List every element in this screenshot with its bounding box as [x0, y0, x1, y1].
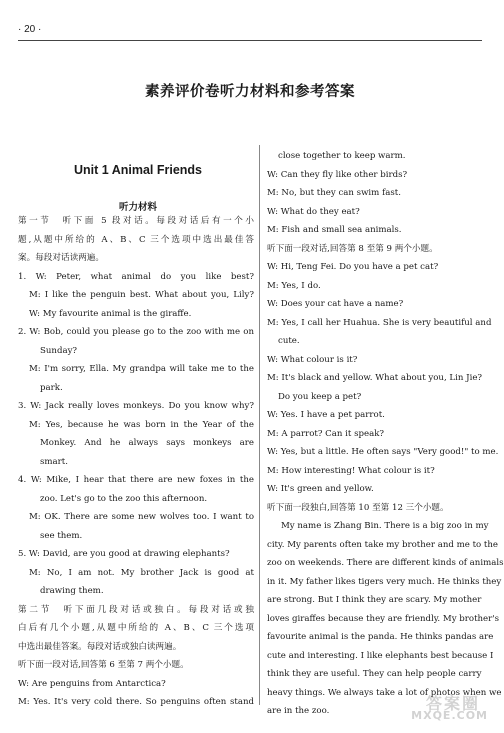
text-line: M: Yes, I do.	[267, 280, 321, 291]
text-line: are in the zoo.	[267, 706, 330, 716]
text-line: M: OK. There are some new wolves too. I want to	[29, 512, 254, 522]
text-line: Do you keep a pet?	[278, 391, 362, 402]
column-divider	[259, 145, 260, 705]
watermark-text: 答案圈	[425, 694, 480, 713]
text-line: W: It's green and yellow.	[267, 484, 374, 494]
text-line: M: How interesting! What colour is it?	[267, 465, 435, 476]
text-line: W: Are penguins from Antarctica?	[18, 678, 166, 689]
watermark-logo	[388, 691, 488, 725]
text-line: 第二节 听下面几段对话或独白。每段对话或独	[18, 604, 254, 615]
text-line: city. My parents often take my brother and me to the	[267, 539, 499, 550]
text-line: 听下面一段独白,回答第 10 至第 12 三个小题。	[267, 502, 449, 513]
text-line: W: Yes, but a little. He often says "Very good!" to me.	[267, 447, 499, 457]
text-line: Sunday?	[40, 345, 78, 356]
unit-title: Unit 1 Animal Friends	[73, 163, 203, 177]
text-line: 案。每段对话读两遍。	[18, 253, 104, 263]
left-column	[18, 212, 254, 712]
text-line: see them.	[40, 530, 83, 541]
text-line: zoo on weekends. There are different kinds of animals	[267, 558, 504, 568]
text-line: M: I'm sorry, Ella. My grandpa will take me to the	[29, 364, 254, 374]
text-line: W: Yes. I have a pet parrot.	[267, 410, 385, 420]
text-line: 4. W: Mike, I hear that there are new foxes in the	[18, 475, 254, 485]
text-line: 听下面一段对话,回答第 8 至第 9 两个小题。	[267, 243, 438, 254]
text-line: M: Yes. It's very cold there. So penguins often stand	[18, 697, 254, 707]
text-line: 白后有几个小题,从题中所给的 A、B、C 三个选项	[18, 623, 254, 633]
text-line: cute and interesting. I like elephants best because I	[267, 650, 494, 661]
text-line: heavy things. We always take a lot of photos when we	[267, 687, 502, 698]
text-line: 5. W: David, are you good at drawing elephants?	[18, 549, 230, 559]
text-line: 1. W: Peter, what animal do you like best?	[18, 271, 254, 282]
text-line: Monkey. And he always says monkeys are	[40, 438, 254, 448]
watermark-url: MXQE.COM	[411, 709, 488, 722]
text-line: are strong. But I think they are scary. My mother	[267, 595, 482, 605]
text-line: 3. W: Jack really loves monkeys. Do you know why?	[18, 401, 254, 411]
text-line: M: I like the penguin best. What about you, Lily?	[29, 290, 254, 300]
text-line: smart.	[40, 456, 68, 467]
text-line: W: Can they fly like other birds?	[267, 169, 408, 180]
text-line: M: No, I am not. My brother Jack is good at	[29, 567, 254, 578]
text-line: M: Fish and small sea animals.	[267, 225, 402, 235]
text-line: W: What do they eat?	[267, 206, 360, 217]
text-line: drawing them.	[40, 586, 104, 596]
page-number: · 20 ·	[18, 24, 42, 35]
text-line: M: A parrot? Can it speak?	[267, 428, 385, 439]
text-line: W: Hi, Teng Fei. Do you have a pet cat?	[267, 262, 439, 272]
text-line: park.	[40, 382, 63, 393]
text-line: 2. W: Bob, could you please go to the zoo with me on	[18, 327, 254, 337]
text-line: favourite animal is the panda. He thinks pandas are	[267, 632, 494, 642]
text-line: cute.	[278, 336, 300, 346]
text-line: in it. My father likes tigers very much. He thinks they	[267, 576, 502, 587]
text-line: 第一节 听下面 5 段对话。每段对话后有一个小	[18, 216, 254, 226]
page-title: 素养评价卷听力材料和参考答案	[145, 84, 355, 100]
text-line: M: Yes, because he was born in the Year of the	[29, 419, 254, 430]
text-line: 中选出最佳答案。每段对话或独白读两遍。	[18, 641, 182, 652]
text-line: W: Does your cat have a name?	[267, 299, 404, 309]
text-line: zoo. Let's go to the zoo this afternoon.	[40, 493, 208, 504]
text-line: think they are useful. They can help people carry	[267, 669, 482, 679]
text-line: W: What colour is it?	[267, 354, 358, 365]
text-line: M: No, but they can swim fast.	[267, 188, 401, 198]
text-line: loves giraffes because they are friendly. My brother's	[267, 613, 500, 624]
section-heading: 听力材料	[118, 202, 157, 213]
text-line: W: My favourite animal is the giraffe.	[29, 308, 192, 319]
text-line: M: It's black and yellow. What about you, Lin Jie?	[267, 373, 483, 383]
right-column	[267, 147, 504, 721]
text-line: My name is Zhang Bin. There is a big zoo in my	[281, 521, 489, 531]
text-line: 题,从题中所给的 A、B、C 三个选项中选出最佳答	[18, 234, 254, 245]
text-line: close together to keep warm.	[278, 151, 406, 161]
header-rule	[18, 40, 482, 41]
text-line: 听下面一段对话,回答第 6 至第 7 两个小题。	[18, 660, 189, 670]
text-line: M: Yes, I call her Huahua. She is very beautiful and	[267, 317, 492, 328]
